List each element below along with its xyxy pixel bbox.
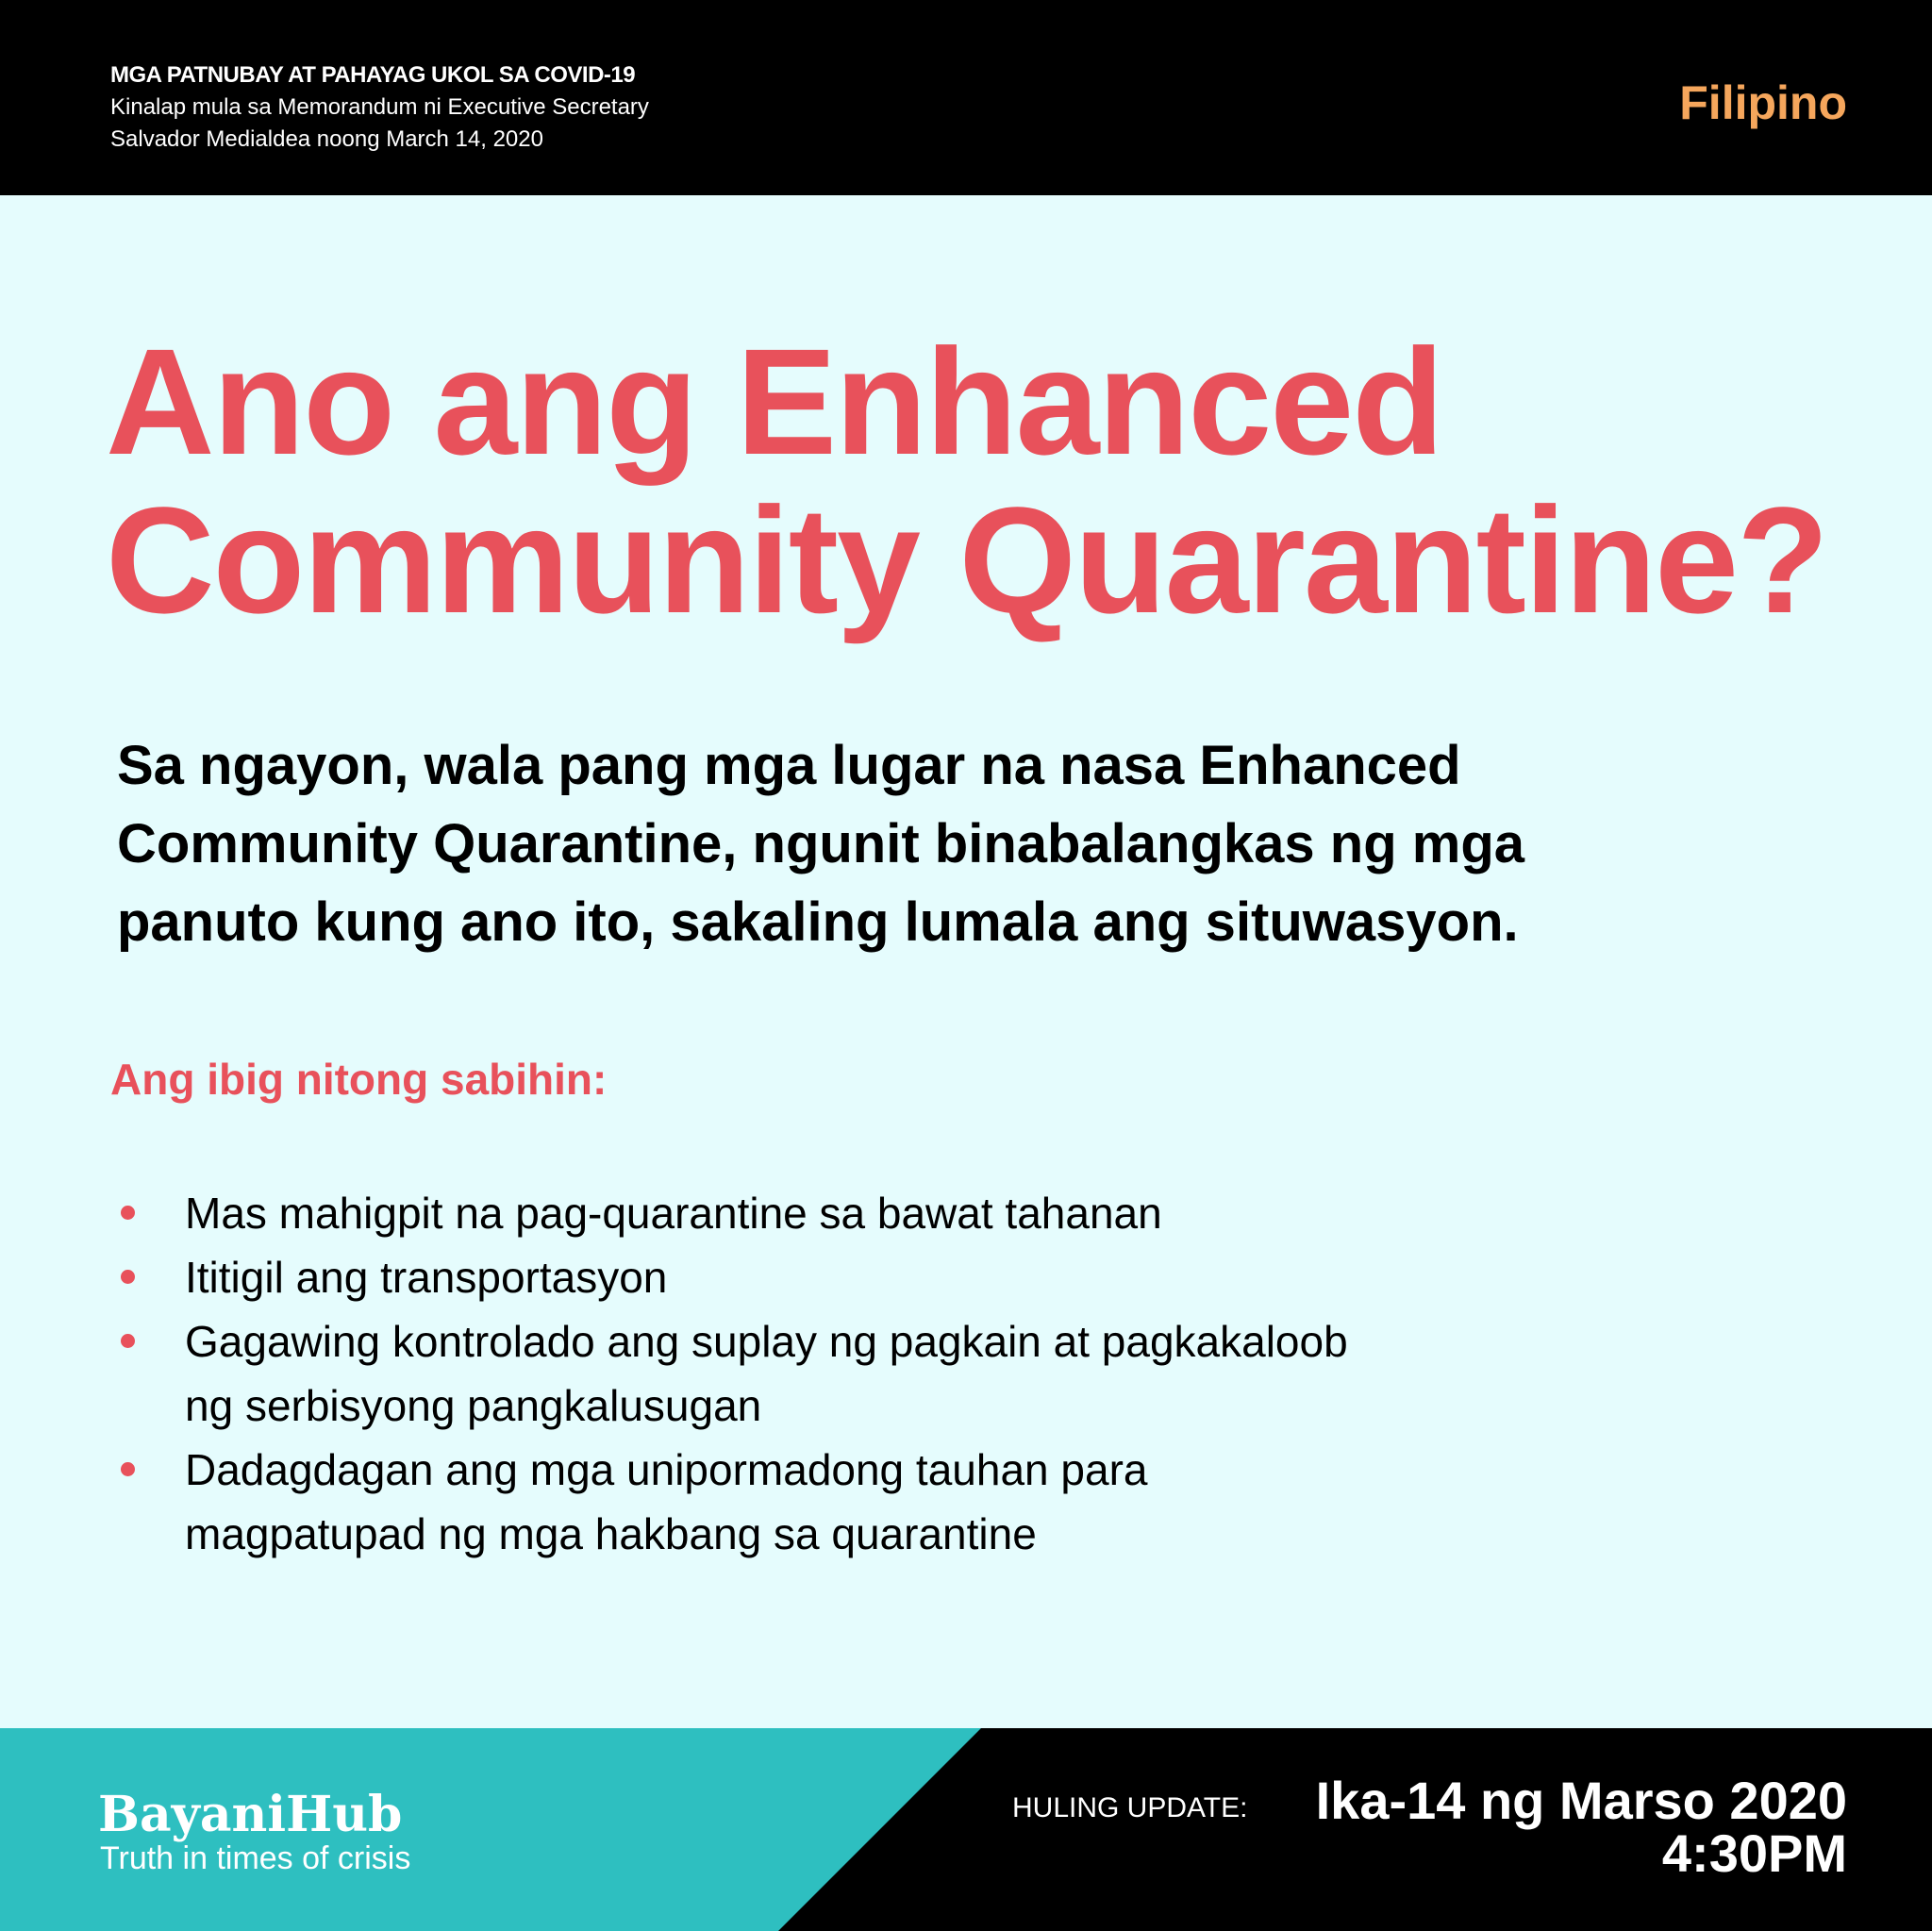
brand-tagline: Truth in times of crisis	[100, 1840, 411, 1876]
brand-logo: BayaniHub	[98, 1786, 403, 1843]
update-label: HULING UPDATE:	[1012, 1792, 1248, 1823]
page-title	[106, 317, 1827, 644]
list-item-text: Dadagdagan ang mga unipormadong tauhan para	[185, 1445, 1148, 1494]
list-item-text-continued: ng serbisyong pangkalusugan	[185, 1381, 762, 1430]
header-subtitle-line2: Salvador Medialdea noong March 14, 2020	[110, 126, 543, 152]
bullet-dot-icon	[121, 1206, 135, 1220]
lead-paragraph	[117, 726, 1524, 961]
header-title: MGA PATNUBAY AT PAHAYAG UKOL SA COVID-19	[110, 62, 636, 88]
header-bar	[0, 0, 1932, 195]
list-item	[117, 1181, 1348, 1245]
list-item-text: Mas mahigpit na pag-quarantine sa bawat tahanan	[185, 1189, 1162, 1238]
page-title-line2: Community Quarantine?	[106, 475, 1827, 644]
update-date: Ika-14 ng Marso 2020	[1315, 1771, 1847, 1830]
lead-line2: Community Quarantine, ngunit binabalangkas ng mga	[117, 813, 1525, 874]
section-heading: Ang ibig nitong sabihin:	[110, 1055, 608, 1104]
language-label: Filipino	[1679, 76, 1847, 129]
list-item	[117, 1438, 1348, 1566]
list-item	[117, 1309, 1348, 1438]
list-item-text: Gagawing kontrolado ang suplay ng pagkain at pagkakaloob	[185, 1317, 1348, 1366]
page-title-line1: Ano ang Enhanced	[106, 317, 1442, 486]
list-item-text-continued: magpatupad ng mga hakbang sa quarantine	[185, 1509, 1037, 1558]
list-item-text: Ititigil ang transportasyon	[185, 1253, 668, 1302]
bullet-dot-icon	[121, 1270, 135, 1284]
bullet-dot-icon	[121, 1462, 135, 1476]
header-subtitle-line1: Kinalap mula sa Memorandum ni Executive Secretary	[110, 94, 649, 120]
list-item	[117, 1245, 1348, 1309]
lead-line1: Sa ngayon, wala pang mga lugar na nasa Enhanced	[117, 735, 1461, 796]
update-time: 4:30PM	[1661, 1823, 1847, 1883]
bullet-list	[117, 1181, 1348, 1566]
lead-line3: panuto kung ano ito, sakaling lumala ang situwasyon.	[117, 891, 1519, 953]
bullet-dot-icon	[121, 1334, 135, 1348]
